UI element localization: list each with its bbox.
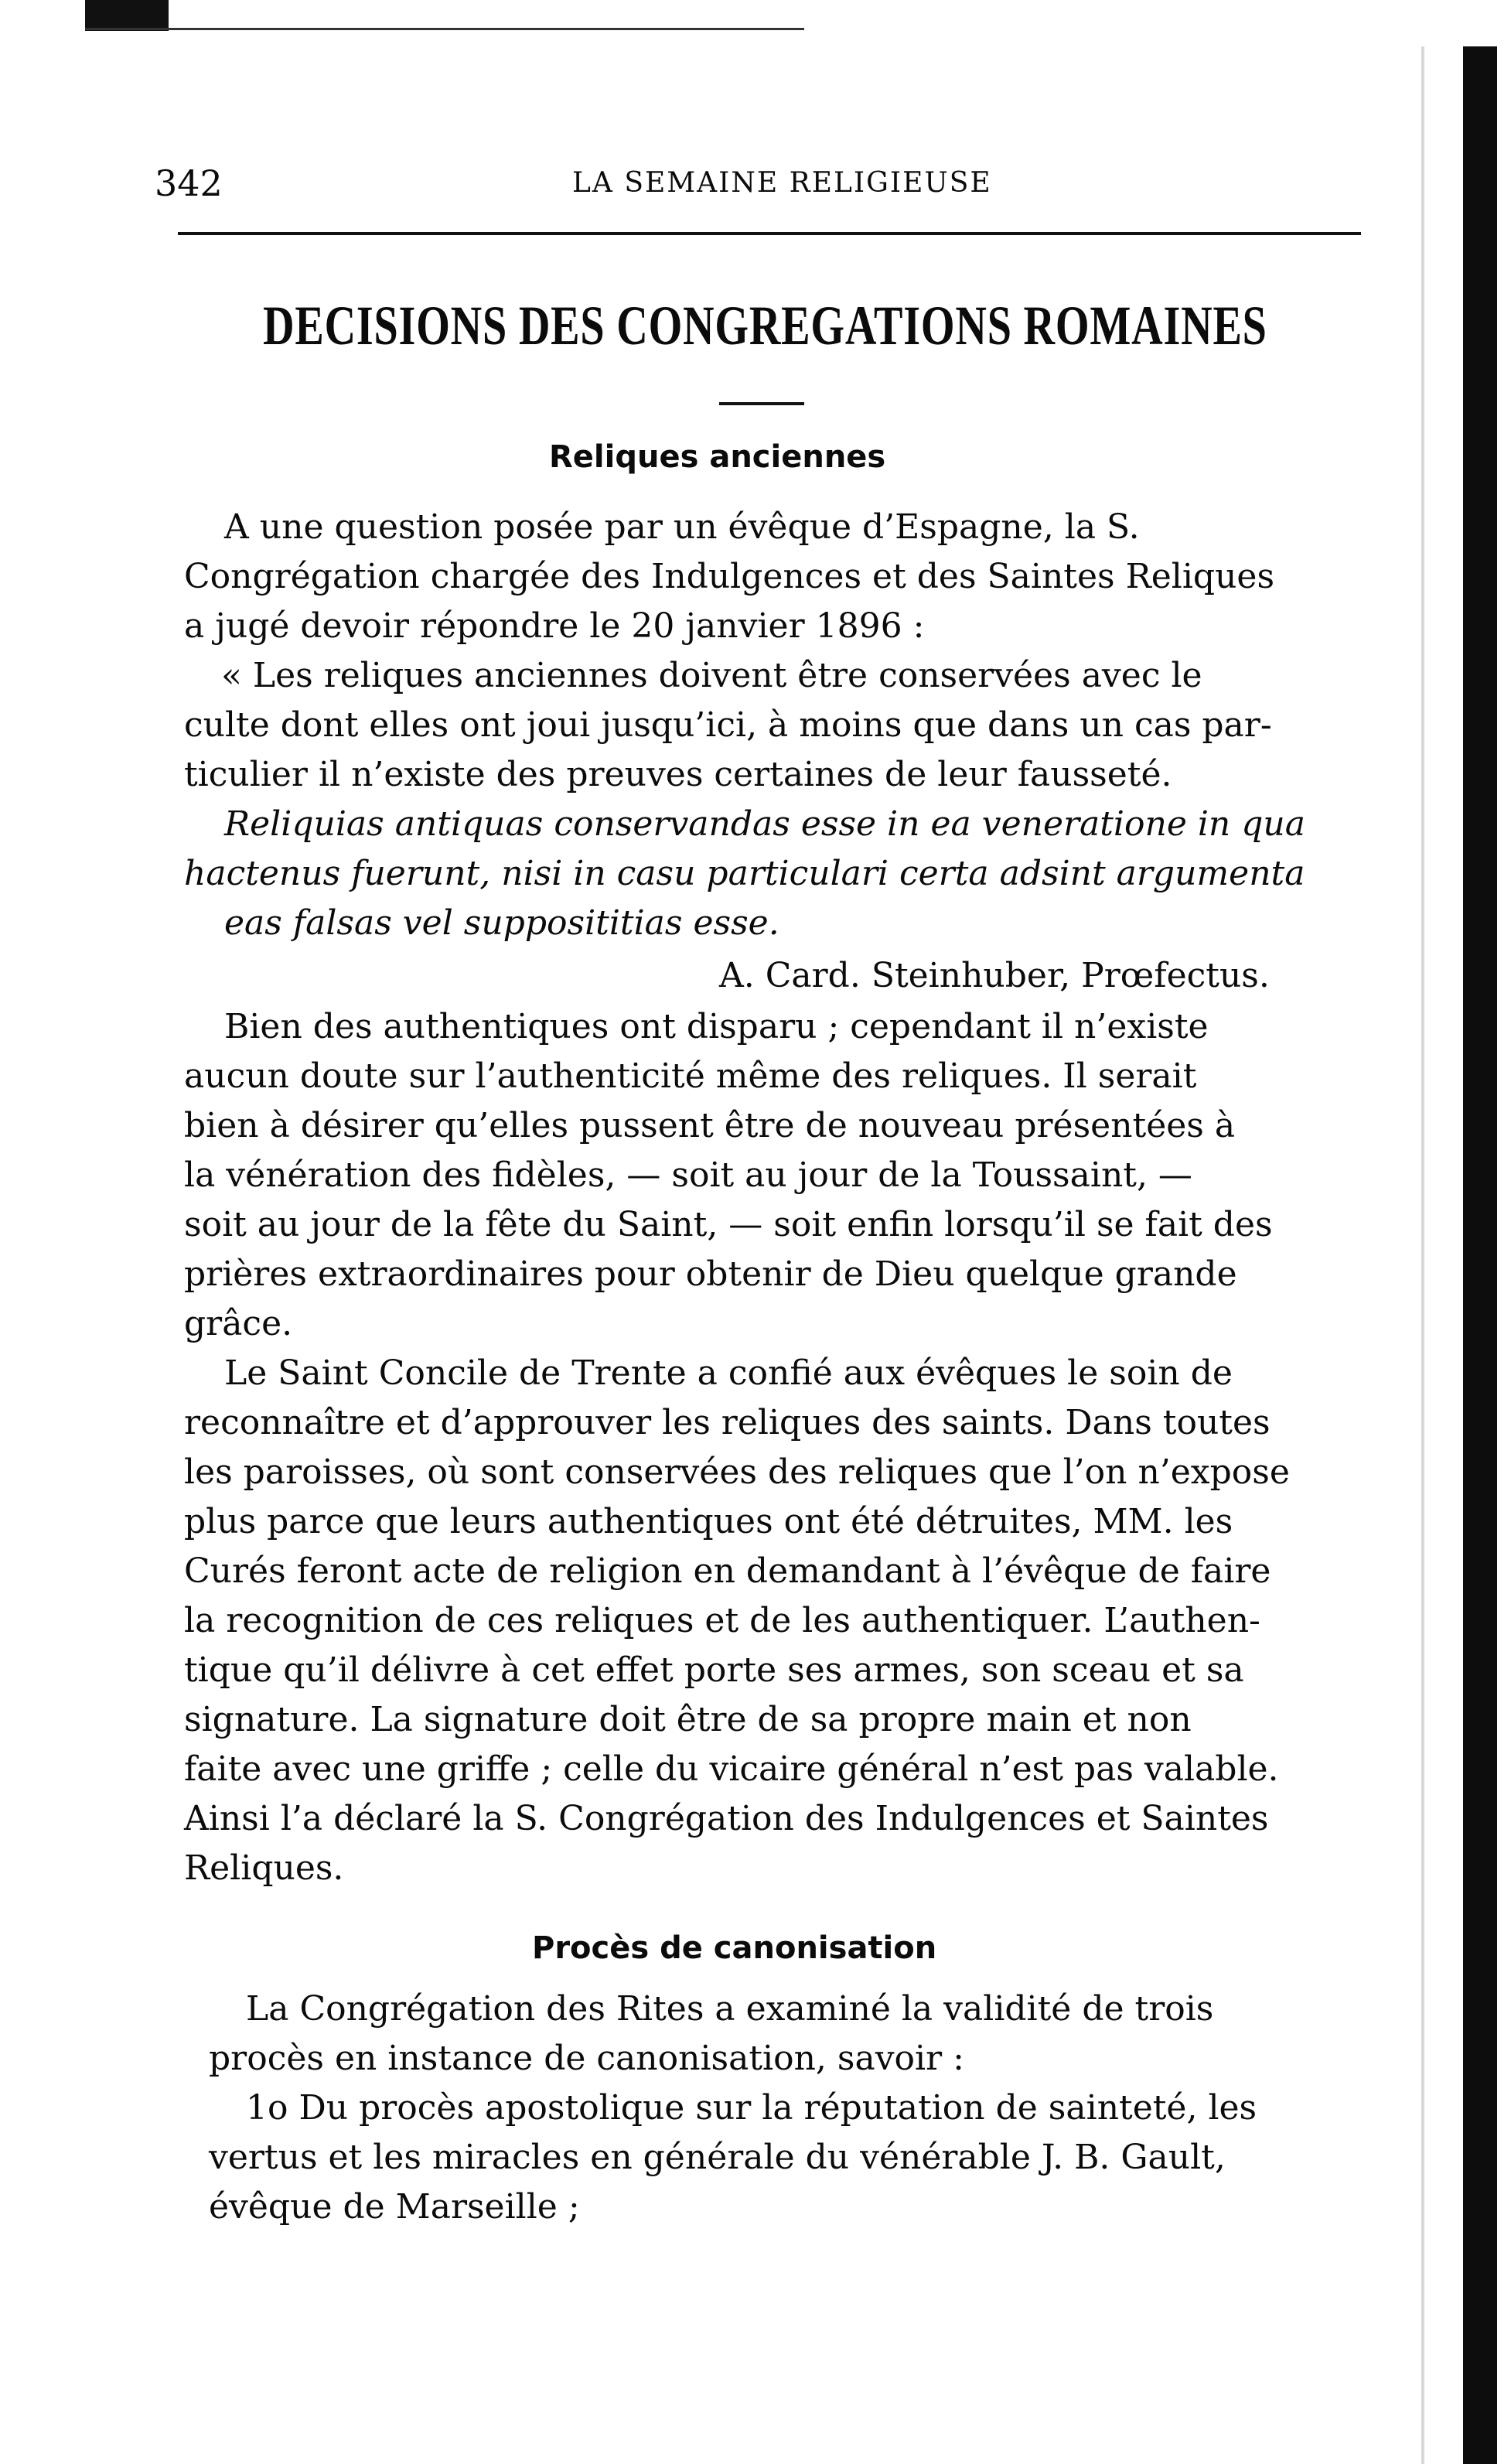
text-line: Reliques. [184,1848,344,1888]
text-line: grâce. [184,1304,293,1343]
page-header [155,162,1346,209]
text-line: reconnaître et d’approuver les reliques des saints. Dans toutes [184,1403,1271,1442]
text-line: prières extraordinaires pour obtenir de Dieu quelque grande [184,1254,1237,1294]
text-line: Ainsi l’a déclaré la S. Congrégation des Indulgences et Saintes [184,1799,1269,1838]
text-line: soit au jour de la fête du Saint, — soit enfin lorsqu’il se fait des [184,1205,1273,1244]
text-line: Congrégation chargée des Indulgences et des Saintes Reliques [184,557,1275,596]
signature: A. Card. Steinhuber, Prœfectus. [719,956,1270,995]
text-line: Bien des authentiques ont disparu ; cependant il n’existe [224,1007,1209,1046]
text-line: aucun doute sur l’authenticité même des reliques. Il serait [184,1056,1197,1096]
latin-line: eas falsas vel supposititias esse. [224,903,779,943]
text-line: culte dont elles ont joui jusqu’ici, à moins que dans un cas par- [184,705,1272,745]
page-number: 342 [155,162,223,204]
header-rule [178,232,1361,235]
text-line: La Congrégation des Rites a examiné la validité de trois [246,1989,1214,2029]
title-rule [719,402,804,405]
latin-line: hactenus fuerunt, nisi in casu particulari certa adsint argumenta [184,854,1305,893]
text-line: faite avec une griffe ; celle du vicaire général n’est pas valable. [184,1749,1279,1789]
text-line: Le Saint Concile de Trente a confié aux évêques le soin de [224,1353,1233,1393]
text-line: la vénération des fidèles, — soit au jour de la Toussaint, — [184,1155,1192,1195]
article-title: DECISIONS DES CONGREGATIONS ROMAINES [263,295,1267,357]
text-line: plus parce que leurs authentiques ont été détruites, MM. les [184,1502,1233,1541]
text-line: « Les reliques anciennes doivent être conservées avec le [221,656,1202,695]
text-line: ticulier il n’existe des preuves certaines de leur fausseté. [184,755,1172,794]
text-line: signature. La signature doit être de sa propre main et non [184,1700,1192,1739]
text-line: bien à désirer qu’elles pussent être de nouveau présentées à [184,1106,1236,1145]
text-line: les paroisses, où sont conservées des reliques que l’on n’expose [184,1452,1290,1492]
text-line: tique qu’il délivre à cet effet porte ses armes, son sceau et sa [184,1650,1244,1690]
text-line: évêque de Marseille ; [209,2187,580,2227]
text-line: procès en instance de canonisation, savoir : [209,2039,964,2078]
text-line: vertus et les miracles en générale du vénérable J. B. Gault, [209,2138,1226,2177]
text-line: 1o Du procès apostolique sur la réputation de sainteté, les [246,2088,1257,2128]
text-line: Curés feront acte de religion en demandant à l’évêque de faire [184,1551,1271,1591]
scan-edge-top [85,0,169,31]
text-line: la recognition de ces reliques et de les authentiquer. L’authen- [184,1601,1260,1640]
text-line: a jugé devoir répondre le 20 janvier 1896 : [184,606,925,646]
scan-edge-right [1463,46,1497,2464]
running-head: LA SEMAINE RELIGIEUSE [572,167,992,199]
text-line: A une question posée par un évêque d’Espagne, la S. [224,507,1140,547]
latin-line: Reliquias antiquas conservandas esse in ea veneratione in qua [224,804,1305,844]
section-heading-canonisation: Procès de canonisation [532,1930,937,1966]
section-heading-reliques: Reliques anciennes [549,439,886,475]
scan-gutter-line [1421,46,1424,2464]
scan-line-top [85,28,804,30]
